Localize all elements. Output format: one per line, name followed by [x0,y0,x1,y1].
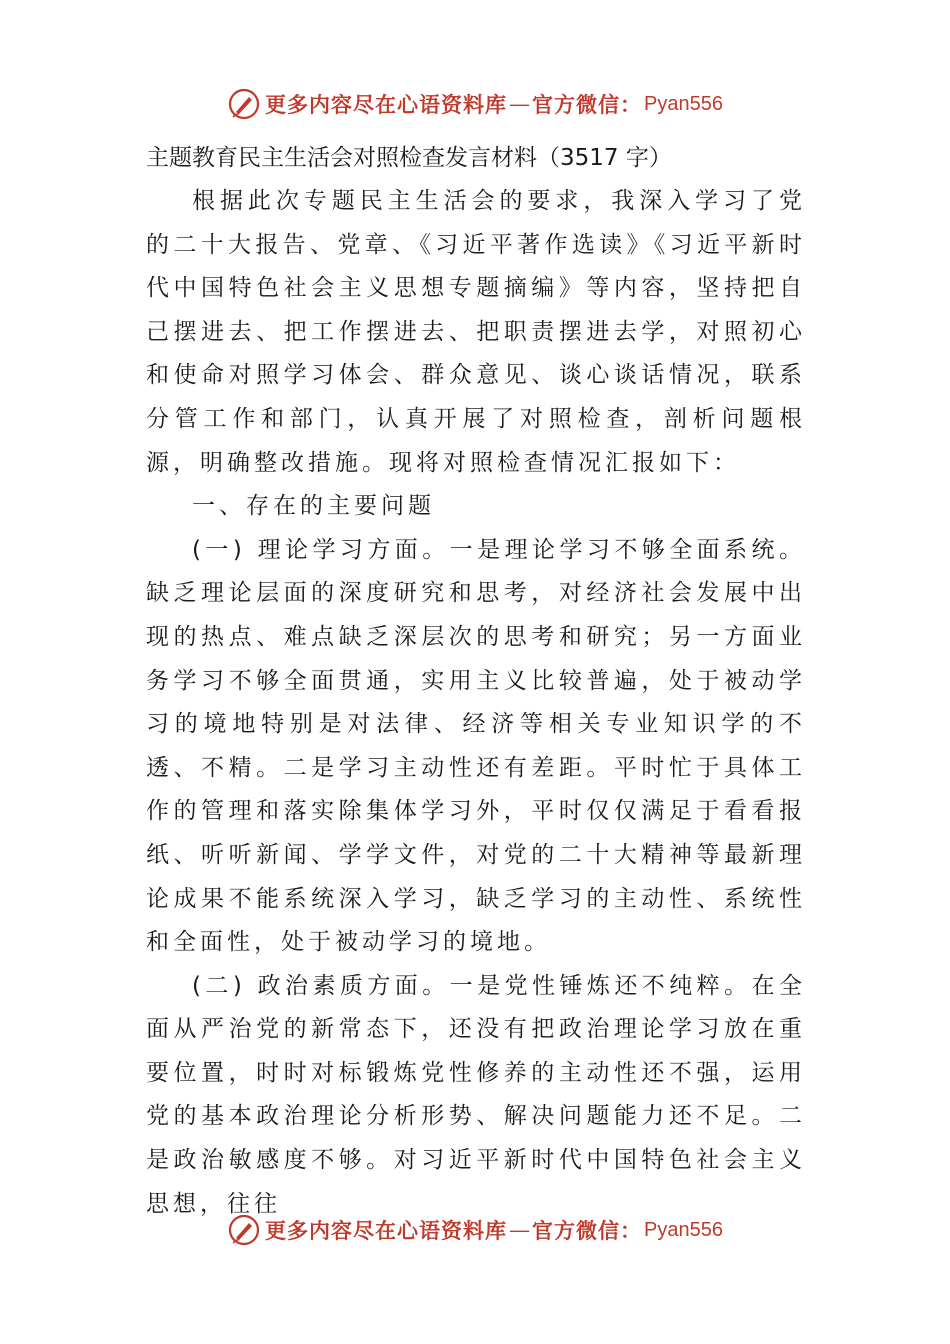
wechat-label: 官方微信： [532,1218,643,1243]
section-heading: 一、存在的主要问题 [192,493,435,520]
document-title: 主题教育民主生活会对照检查发言材料（3517 字） [146,145,672,171]
document-body [146,136,806,1226]
paragraph: 根据此次专题民主生活会的要求，我深入学习了党的二十大报告、党章、《习近平著作选读》《习近平新时代中国特色社会主义思想专题摘编》等内容，坚持把自己摆进去、把工作摆进去、把职责摆进去学，对照初心和使命对照学习体会、群众意见、谈心谈话情况，联系分管工作和部门，认真开展了对照检查，剖析问题根源，明确整改措施。现将对照检查情况汇报如下： [146,188,806,476]
wechat-id: Pyan556 [644,1218,723,1241]
site-name: 更多内容尽在心语资料库 [265,1218,508,1243]
pen-logo-icon [227,1213,261,1247]
header-banner [0,84,950,124]
wechat-id: Pyan556 [644,92,723,115]
banner-dash: — [509,1218,531,1242]
pen-logo-icon [227,87,261,121]
site-name: 更多内容尽在心语资料库 [265,92,508,117]
wechat-label: 官方微信： [532,92,643,117]
paragraph: (二) 政治素质方面。一是党性锤炼还不纯粹。在全面从严治党的新常态下，还没有把政治理论学习放在重要位置，时时对标锻炼党性修养的主动性还不强，运用党的基本政治理论分析形势、解决问题能力还不足。二是政治敏感度不够。对习近平新时代中国特色社会主义思想，往往 [146,972,806,1217]
paragraph: (一) 理论学习方面。一是理论学习不够全面系统。缺乏理论层面的深度研究和思考，对经济社会发展中出现的热点、难点缺乏深层次的思考和研究；另一方面业务学习不够全面贯通，实用主义比较普遍，处于被动学习的境地特别是对法律、经济等相关专业知识学的不透、不精。二是学习主动性还有差距。平时忙于具体工作的管理和落实除集体学习外，平时仅仅满足于看看报纸、听听新闻、学学文件，对党的二十大精神等最新理论成果不能系统深入学习，缺乏学习的主动性、系统性和全面性，处于被动学习的境地。 [146,536,806,956]
banner-dash: — [509,92,531,116]
footer-banner [0,1210,950,1250]
